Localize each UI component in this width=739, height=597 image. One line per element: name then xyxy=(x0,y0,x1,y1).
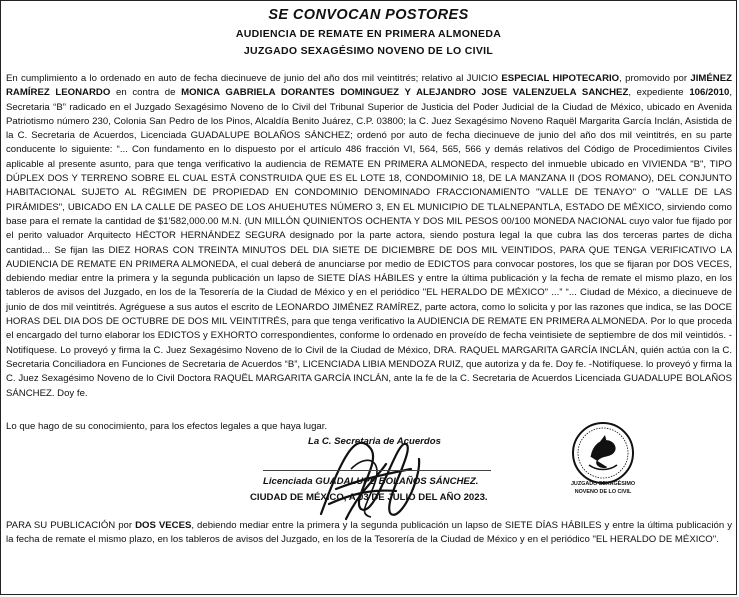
footer-text-2: , debiendo mediar entre la primera y la segunda publicación un lapso de SIETE DÍAS HÁBILES y entre la última publicación y la fecha de remate el mismo plazo, en los tableros de avisos del Juzgado, en los de la Tesorería de la Ciudad de México y en el periódico "EL HERALDO DE MÉXICO". xyxy=(6,520,733,546)
body-bold-plaintiff: JIMÉNEZ RAMÍREZ LEONARDO xyxy=(6,73,732,99)
body-bold-trial-type: ESPECIAL HIPOTECARIO xyxy=(501,73,620,84)
publication-instructions xyxy=(6,519,732,548)
body-bold-defendants: MONICA GABRIELA DORANTES DOMINGUEZ Y ALEJANDRO JOSE VALENZUELA SANCHEZ xyxy=(181,87,629,99)
notice-body xyxy=(6,72,732,401)
body-bold-case-number: 106/2010 xyxy=(689,87,730,99)
body-text-5: , Secretaria “B” radicado en el Juzgado Sexagésimo Noveno de lo Civil del Tribunal Superior de Justicia del Poder Judicial de la Ciudad de México, ubicado en Avenida Patriotismo número 230, Colonia San Pedro de los Pinos, Alcaldía Benito Juárez, C.P. 03800; la C. Juez Sexagésimo Noveno Raquël Margarita García Inclán, Asistida de la C. Secretaria de Acuerdos, Licenciada GUADALUPE BOLAÑOS SÁNCHEZ; ordenó por auto de fecha diecinueve de junio del año dos mil veintitrés, en su parte conducente lo siguiente: “... Con fundamento en lo dispuesto por el artículo 486 fracción VI, 564, 565, 566 y demás relativos del Código de Procedimientos Civiles aplicable al presente asunto, para que tenga verificativo la audiencia de REMATE EN PRIMERA ALMONEDA, respecto del inmueble ubicado en VIVIENDA "B", TIPO DÚPLEX DOS Y TERRENO SOBRE EL CUAL ESTÁ CONSTRUIDA QUE ES EL LOTE 18, CONDOMINIO 18, DE LA MANZANA II (DOS ROMANO), DEL CONJUNTO HABITACIONAL SUJETO AL RÉGIMEN DE PROPIEDAD EN CONDOMINIO DENOMINADO FRACCIONAMIENTO "VALLE DE TENAYO" O "VALLE DE LAS PIRÁMIDES", UBICADO EN LA CALLE DE PASEO DE LOS AHUEHUTES NÚMERO 3, EN EL MUNICIPIO DE TLALNEPANTLA, ESTADO DE MÉXICO, sirviendo como base para el remate la cantidad de $1'582,000.00 M.N. (UN MILLÓN QUINIENTOS OCHENTA Y DOS MIL PESOS 00/100 MONEDA NACIONAL cuyo valor fue fijado por el perito valuador Arquitecto HÉCTOR HERNÁNDEZ SEGURA designado por la parte actora, siendo postura legal la que cubra las dos terceras partes de dicha cantidad... Se fijan las DIEZ HORAS CON TREINTA MINUTOS DEL DIA SIETE DE DICIEMBRE DE DOS MIL VEINTIDOS, PARA QUE TENGA VERIFICATIVO LA AUDIENCIA DE REMATE EN PRIMERA ALMONEDA, el cual deberá de anunciarse por medio de EDICTOS para convocar postores, los que se fijaran por DOS VECES, debiendo mediar entre la primera y la segunda publicación un lapso de SIETE DÍAS HÁBILES y entre la última publicación y la fecha de remate el mismo plazo, en los tableros de avisos del Juzgado, en los de la Tesorería de la Ciudad de México y en el periódico "EL HERALDO DE MÉXICO" ...” “... Ciudad de México, a diecinueve de junio de dos mil veintitrés. Agréguese a sus autos el escrito de LEONARDO JIMÉNEZ RAMÍREZ, parte actora, como lo solicita y por las razones que indica, se las DOCE HORAS DEL DIA DOS DE OCTUBRE DE DOS MIL VEINTITRÉS, para que tenga verificativo la AUDIENCIA DE REMATE EN PRIMERA ALMONEDA. Por lo que proceda el encargado del turno elaborar los EDICTOS y EXHORTO correspondientes, conforme lo ordenado en proveído de fecha veintisiete de septiembre de dos mil veintidós. - Notifíquese. Lo proveyó y firma la C. Juez Sexagésimo Noveno de lo Civil de la Ciudad de México, DRA. RAQUEL MARGARITA GARCÍA INCLÁN, quién actúa con la C. Secretaria Conciliadora en Funciones de Secretaria de Acuerdos “B”, LICENCIADA LIBIA MENDOZA RUIZ, que autoriza y da fe. Doy fe. -Notifíquese. lo proveyó y firma la C. Juez Sexagésimo Noveno de lo Civil Doctora RAQUËL MARGARITA GARCÍA INCLÁN, ante la fe de la C. Secretaria de Acuerdos Licenciada GUADALUPE BOLAÑOS SÁNCHEZ. Doy fe. xyxy=(6,87,733,399)
body-text-1: En cumplimiento a lo ordenado en auto de fecha diecinueve de junio del año dos mil veintitrés; relativo al JUICIO xyxy=(6,73,502,84)
notice-subtitle-court: JUZGADO SEXAGÉSIMO NOVENO DE LO CIVIL xyxy=(243,45,494,57)
footer-text-1: PARA SU PUBLICACIÓN por xyxy=(6,520,136,531)
body-text-4: , expediente xyxy=(628,87,690,99)
signer-role: La C. Secretaria de Acuerdos xyxy=(308,436,441,447)
body-text-3: en contra de xyxy=(110,87,182,99)
notice-subtitle-auction: AUDIENCIA DE REMATE EN PRIMERA ALMONEDA xyxy=(235,28,502,40)
seal-caption: JUZGADO SEXAGÉSIMO NOVENO DE LO CIVIL xyxy=(570,481,636,495)
signer-name: Licenciada GUADALUPE BOLAÑOS SÁNCHEZ. xyxy=(263,476,479,487)
signature-line xyxy=(263,470,491,471)
closing-statement: Lo que hago de su conocimiento, para los efectos legales a que haya lugar. xyxy=(6,421,328,432)
footer-bold-times: DOS VECES xyxy=(135,520,192,531)
notice-title: SE CONVOCAN POSTORES xyxy=(268,7,469,23)
body-text-2: , promovido por xyxy=(619,73,691,84)
issue-date: CIUDAD DE MÉXICO, A 03 DE JULIO DEL AÑO 2023. xyxy=(250,492,488,503)
